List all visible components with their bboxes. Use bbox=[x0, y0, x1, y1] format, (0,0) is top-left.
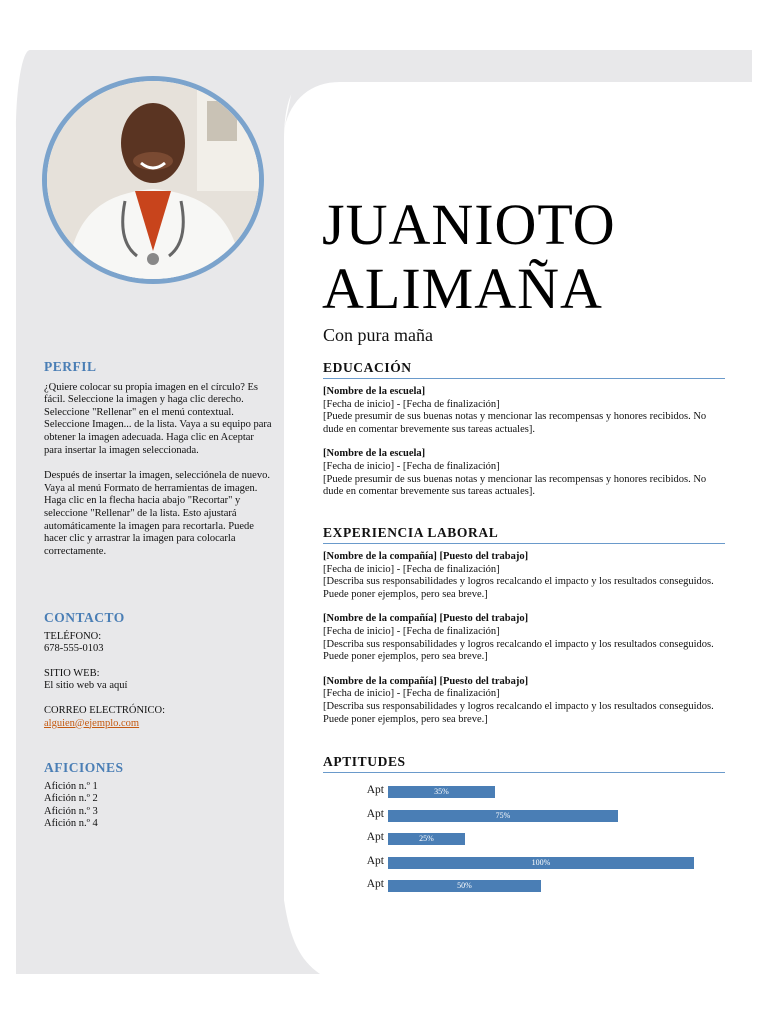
profile-section bbox=[44, 361, 274, 558]
profile-paragraph-2: Después de insertar la imagen, selecciónela de nuevo. Vaya al menú Formato de herramientas de imagen. Haga clic en la flecha hacia abajo "Recortar" y seleccione "Rellenar" de la lista. Esto ajustará automáticamente la imagen para recortarla. Puede hacer clic y arrastrar la imagen para colocarla correctamente. bbox=[44, 470, 270, 557]
hobby-item: Afición n.º 2 bbox=[44, 793, 98, 805]
skill-row bbox=[360, 809, 720, 823]
entry-title: [Nombre de la escuela] bbox=[323, 386, 426, 397]
skill-percent-label: 35% bbox=[434, 787, 449, 796]
entry-description: [Puede presumir de sus buenas notas y mencionar las recompensas y honores recibidos. No dude en comentar brevemente sus tareas actuales]. bbox=[323, 411, 707, 435]
skill-percent-label: 25% bbox=[419, 834, 434, 843]
email-label: CORREO ELECTRÓNICO: bbox=[44, 704, 166, 716]
entry-title: [Nombre de la compañía] [Puesto del trabajo] bbox=[323, 613, 529, 625]
experience-entry bbox=[323, 676, 725, 726]
entry-description: [Puede presumir de sus buenas notas y mencionar las recompensas y honores recibidos. No dude en comentar brevemente sus tareas actuales]. bbox=[323, 473, 707, 498]
name-line-1: JUANIOTO bbox=[322, 192, 616, 257]
skill-bar bbox=[388, 810, 618, 822]
skill-percent-label: 50% bbox=[457, 881, 472, 890]
skill-bar bbox=[388, 786, 495, 798]
skill-percent-label: 75% bbox=[495, 810, 511, 820]
skill-bar bbox=[388, 857, 694, 869]
header-band-fill bbox=[290, 50, 752, 82]
skill-label: Apt bbox=[366, 784, 384, 796]
education-section bbox=[323, 360, 725, 499]
entry-title: [Nombre de la compañía] [Puesto del trabajo] bbox=[323, 551, 529, 562]
skill-bar bbox=[388, 833, 465, 845]
contact-section bbox=[44, 612, 274, 730]
web-label: SITIO WEB: bbox=[44, 667, 100, 679]
education-entry bbox=[323, 386, 725, 436]
entry-dates: [Fecha de inicio] - [Fecha de finalización] bbox=[323, 398, 500, 410]
name-line-2: ALIMAÑA bbox=[322, 256, 603, 321]
skill-row bbox=[360, 879, 720, 893]
entry-dates: [Fecha de inicio] - [Fecha de finalización] bbox=[323, 688, 500, 700]
hobby-item: Afición n.º 3 bbox=[44, 805, 98, 817]
phone-value: 678-555-0103 bbox=[44, 643, 104, 655]
skill-row bbox=[360, 832, 720, 846]
entry-description: [Describa sus responsabilidades y logros recalcando el impacto y los resultados conseguidos. Puede poner ejemplos, pero sea breve.] bbox=[323, 700, 714, 725]
education-entry bbox=[323, 448, 725, 498]
doctor-portrait-image bbox=[47, 81, 259, 279]
contact-heading: CONTACTO bbox=[44, 610, 125, 625]
hobbies-section bbox=[44, 762, 274, 831]
entry-title: [Nombre de la compañía] [Puesto del trabajo] bbox=[323, 675, 529, 687]
phone-label: TELÉFONO: bbox=[44, 630, 102, 642]
skills-section bbox=[323, 754, 725, 773]
skill-label: Apt bbox=[366, 831, 384, 843]
entry-description: [Describa sus responsabilidades y logros recalcando el impacto y los resultados conseguidos. Puede poner ejemplos, pero sea breve.] bbox=[323, 576, 714, 600]
web-value: El sitio web va aquí bbox=[44, 680, 128, 692]
profile-photo[interactable] bbox=[42, 76, 264, 284]
experience-section bbox=[323, 525, 725, 726]
experience-entry bbox=[323, 613, 725, 663]
hobby-item: Afición n.º 1 bbox=[44, 780, 98, 792]
entry-dates: [Fecha de inicio] - [Fecha de finalización] bbox=[323, 625, 500, 637]
hobbies-heading: AFICIONES bbox=[44, 760, 124, 775]
email-link[interactable]: alguien@ejemplo.com bbox=[44, 717, 140, 729]
skill-label: Apt bbox=[366, 878, 384, 890]
entry-dates: [Fecha de inicio] - [Fecha de finalización] bbox=[323, 460, 500, 472]
skill-label: Apt bbox=[366, 807, 384, 820]
skill-label: Apt bbox=[366, 854, 384, 867]
profile-heading: PERFIL bbox=[44, 359, 97, 374]
hobby-item: Afición n.º 4 bbox=[44, 818, 98, 830]
skill-bar bbox=[388, 880, 541, 892]
entry-title: [Nombre de la escuela] bbox=[323, 448, 426, 460]
skill-percent-label: 100% bbox=[531, 857, 551, 867]
experience-entry bbox=[323, 551, 725, 601]
skill-row bbox=[360, 856, 720, 870]
experience-heading: EXPERIENCIA LABORAL bbox=[323, 525, 725, 544]
entry-dates: [Fecha de inicio] - [Fecha de finalización] bbox=[323, 563, 500, 575]
entry-description: [Describa sus responsabilidades y logros recalcando el impacto y los resultados conseguidos. Puede poner ejemplos, pero sea breve.] bbox=[323, 638, 714, 663]
skill-row bbox=[360, 785, 720, 799]
full-name bbox=[322, 193, 616, 321]
profile-paragraph-1: ¿Quiere colocar su propia imagen en el círculo? Es fácil. Seleccione la imagen y haga clic derecho. Seleccione "Rellenar" en el menú contextual. Seleccione Imagen... de la lista. Vaya a su equipo para obtener la imagen adecuada. Haga clic en Aceptar para insertar la imagen seleccionada. bbox=[44, 381, 272, 456]
education-heading: EDUCACIÓN bbox=[323, 360, 725, 379]
subtitle: Con pura maña bbox=[323, 325, 433, 345]
skills-heading: APTITUDES bbox=[323, 754, 725, 773]
